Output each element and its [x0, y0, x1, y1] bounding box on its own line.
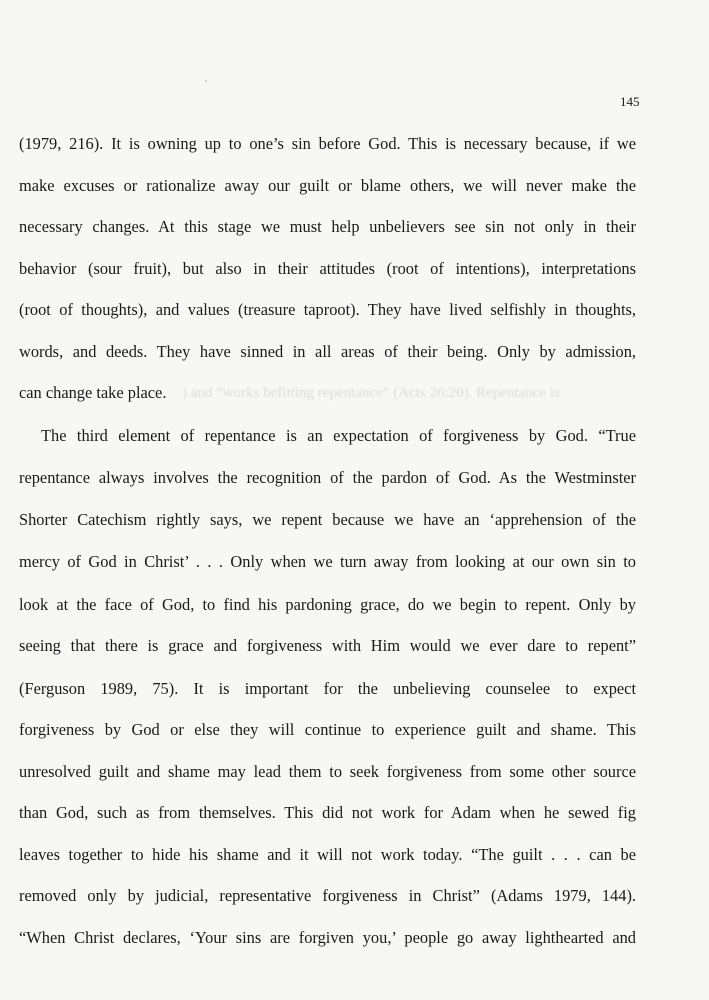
text-line: unresolved guilt and shame may lead them to seek forgiveness from some other source	[19, 762, 636, 781]
text-line: look at the face of God, to find his pardoning grace, do we begin to repent. Only by	[19, 595, 636, 614]
page-number: 145	[620, 94, 640, 109]
text-line: (1979, 216). It is owning up to one’s sin before God. This is necessary because, if we	[19, 134, 636, 153]
text-line: removed only by judicial, representative forgiveness in Christ” (Adams 1979, 144).	[19, 886, 636, 905]
text-line: “When Christ declares, ‘Your sins are forgiven you,’ people go away lighthearted and	[19, 928, 636, 947]
text-line: words, and deeds. They have sinned in all areas of their being. Only by admission,	[19, 342, 636, 361]
text-line: necessary changes. At this stage we must help unbelievers see sin not only in their	[19, 217, 636, 236]
text-line: than God, such as from themselves. This did not work for Adam when he sewed fig	[19, 803, 636, 822]
text-line: (root of thoughts), and values (treasure taproot). They have lived selfishly in thoughts,	[19, 300, 636, 319]
text-line: forgiveness by God or else they will continue to experience guilt and shame. This	[19, 720, 636, 739]
text-line: The third element of repentance is an expectation of forgiveness by God. “True	[41, 426, 636, 445]
text-line: repentance always involves the recognition of the pardon of God. As the Westminster	[19, 468, 636, 487]
text-line: behavior (sour fruit), but also in their attitudes (root of intentions), interpretations	[19, 259, 636, 278]
text-line: seeing that there is grace and forgiveness with Him would we ever dare to repent”	[19, 636, 636, 655]
text-line: make excuses or rationalize away our guilt or blame others, we will never make the	[19, 176, 636, 195]
text-line: mercy of God in Christ’ . . . Only when we turn away from looking at our own sin to	[19, 552, 636, 571]
text-line: leaves together to hide his shame and it will not work today. “The guilt . . . can be	[19, 845, 636, 864]
text-line: (Ferguson 1989, 75). It is important for the unbelieving counselee to expect	[19, 679, 636, 698]
text-line: Shorter Catechism rightly says, we repent because we have an ‘apprehension of the	[19, 510, 636, 529]
scan-speck	[205, 80, 207, 82]
bleed-through-text: ) and “works befitting repentance” (Acts 26:20). Repentance is	[182, 385, 560, 401]
text-line: can change take place.	[19, 383, 167, 402]
